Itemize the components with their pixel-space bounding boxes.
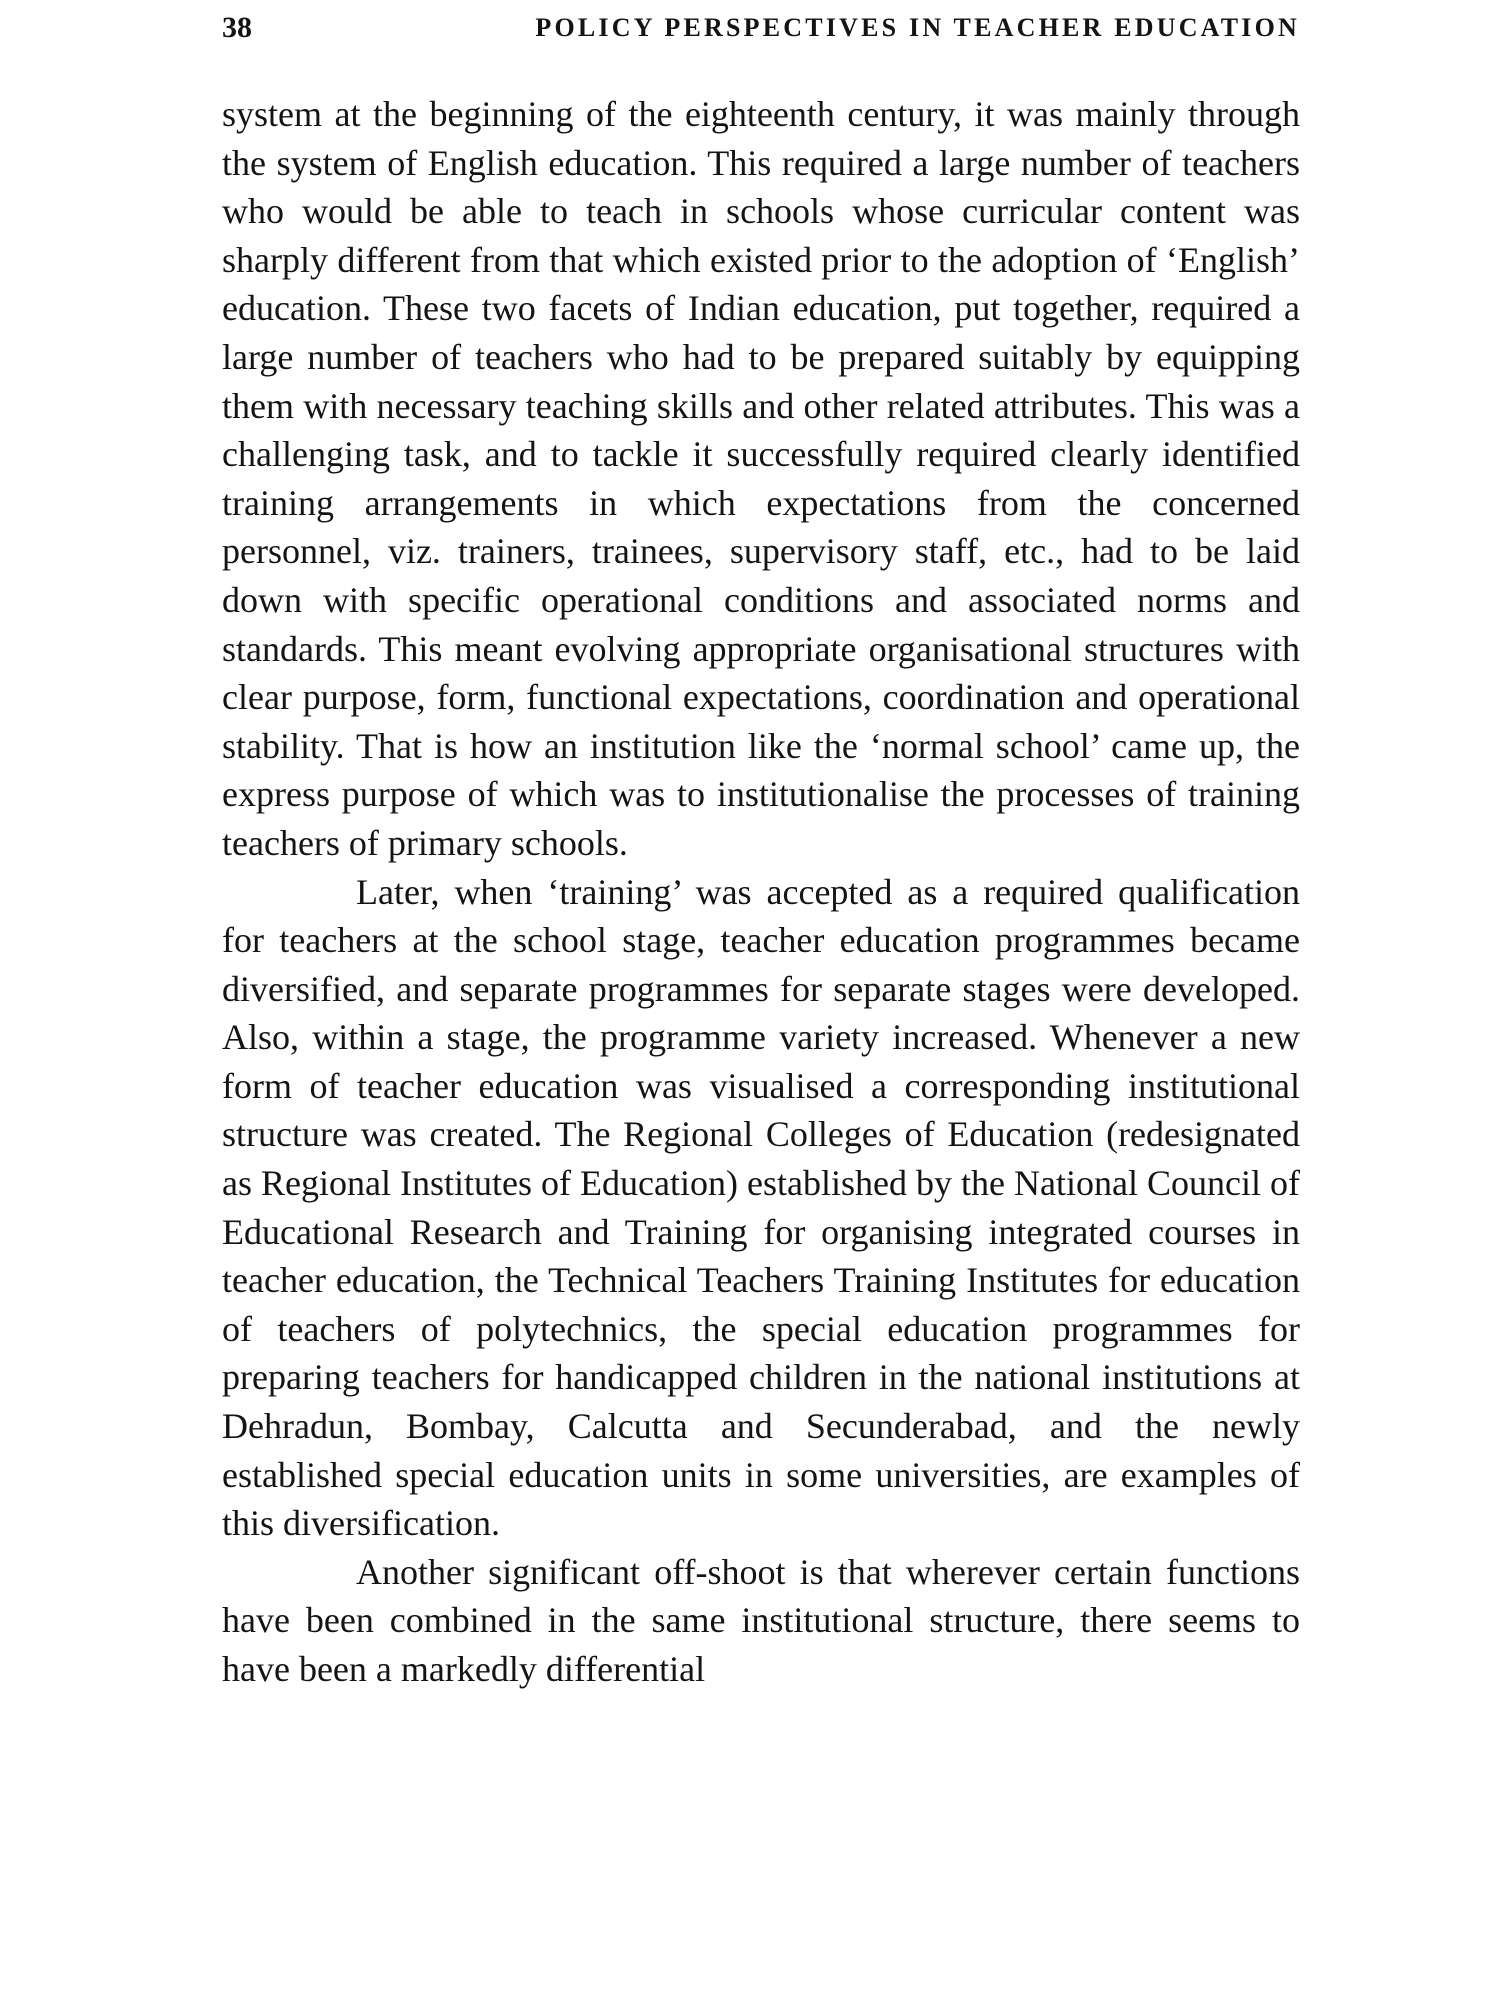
running-head: [222, 6, 1300, 50]
body-text: [222, 90, 1300, 1694]
paragraph-3: Another significant off-shoot is that wherever certain functions have been combined in the same institutional structure, there seems to have been a markedly differential: [222, 1551, 1300, 1689]
paragraph-1: system at the beginning of the eighteenth century, it was mainly through the system of English education. This required a large number of teachers who would be able to teach in schools whose curricular content was sharply different from that which existed prior to the adoption of ‘English’ education. These two facets of Indian education, put together, required a large number of teachers who had to be prepared suitably by equipping them with necessary teaching skills and other related attributes. This was a challenging task, and to tackle it successfully required clearly identified training arrangements in which expectations from the concerned personnel, viz. trainers, trainees, supervisory staff, etc., had to be laid down with specific operational conditions and associated norms and standards. This meant evolving appropriate organisational structures with clear purpose, form, functional expectations, coordination and operational stability. That is how an institution like the ‘normal school’ came up, the express purpose of which was to institutionalise the processes of training teachers of primary schools.: [222, 94, 1300, 863]
paragraph-2: Later, when ‘training’ was accepted as a required qualification for teachers at the school stage, teacher education programmes became diversified, and separate programmes for separate stages were developed. Also, within a stage, the programme variety increased. Whenever a new form of teacher education was visualised a corresponding institutional structure was created. The Regional Colleges of Education (redesignated as Regional Institutes of Education) established by the National Council of Educational Research and Training for organising integrated courses in teacher education, the Technical Teachers Training Institutes for education of teachers of polytechnics, the special education programmes for preparing teachers for handicapped children in the national institutions at Dehradun, Bombay, Calcutta and Secunderabad, and the newly established special education units in some universities, are examples of this diversification.: [222, 871, 1300, 1544]
page-number: 38: [222, 11, 252, 44]
running-title: POLICY PERSPECTIVES IN TEACHER EDUCATION: [535, 13, 1300, 42]
